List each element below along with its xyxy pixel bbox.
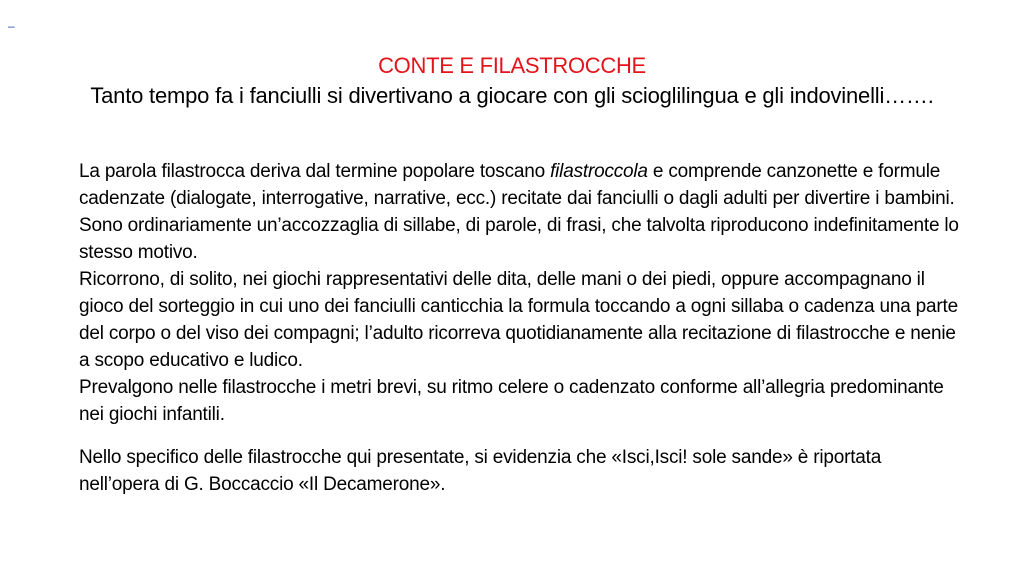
paragraph-definition-start: La parola filastrocca deriva dal termine popolare toscano [79,161,551,182]
paragraph-definition-end: e comprende canzonette e formule cadenzate (dialogate, interrogative, narrative, ecc.) recitate dai fanciulli o dagli adulti per divertire i bambini. [79,161,955,209]
slide-subtitle: Tanto tempo fa i fanciulli si divertivano a giocare con gli scioglilingua e gli indovinelli……. [90,83,934,108]
body-text [79,158,959,498]
paragraph-meter: Prevalgono nelle filastrocche i metri brevi, su ritmo celere o cadenzato conforme all’allegria predominante nei giochi infantili. [79,377,944,425]
corner-mark: – [8,19,15,33]
slide-title: CONTE E FILASTROCCHE [378,53,646,78]
paragraph-boccaccio: Nello specifico delle filastrocche qui presentate, si evidenzia che «Isci,Isci! sole sande» è riportata nell’opera di G. Boccaccio «Il Decamerone». [79,447,882,495]
paragraph-games: Ricorrono, di solito, nei giochi rappresentativi delle dita, delle mani o dei piedi, oppure accompagnano il gioco del sorteggio in cui uno dei fanciulli canticchia la formula toccando a ogni sillaba o cadenza una parte del corpo o del viso dei compagni; l’adulto ricorreva quotidianamente alla recitazione di filastrocche e nenie a scopo educativo e ludico. [79,269,958,371]
title-block [40,52,984,110]
paragraph-structure: Sono ordinariamente un’accozzaglia di sillabe, di parole, di frasi, che talvolta riproducono indefinitamente lo stesso motivo. [79,215,959,263]
paragraph-definition [79,158,959,212]
italic-term: filastroccola [550,161,648,182]
